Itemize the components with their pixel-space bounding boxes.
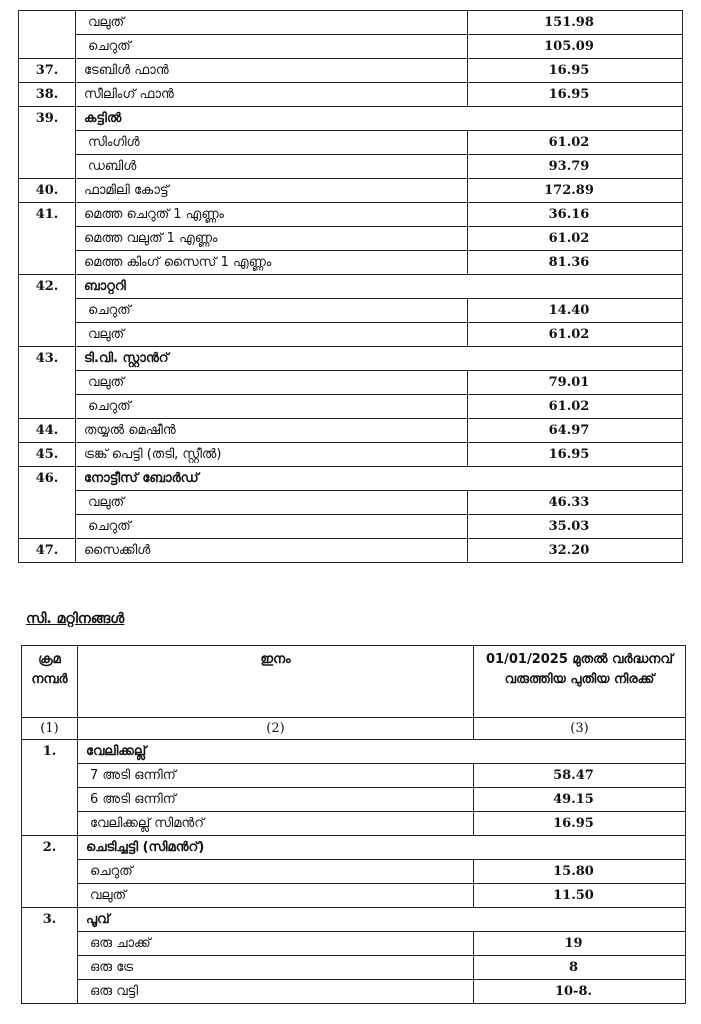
item-name: ഒരു ട്രേ <box>78 956 474 980</box>
rate-value: 64.97 <box>468 419 683 443</box>
rate-value: 58.47 <box>474 764 686 788</box>
serial-number: 44. <box>19 419 76 443</box>
rate-value: 16.95 <box>468 83 683 107</box>
table-row <box>19 347 683 371</box>
table-row <box>19 155 683 179</box>
rate-value: 36.16 <box>468 203 683 227</box>
serial-number: 45. <box>19 443 76 467</box>
item-name: 6 അടി ഒന്നിന് <box>78 788 474 812</box>
table-row <box>19 539 683 563</box>
item-name: ടേബിൾ ഫാൻ <box>76 59 468 83</box>
item-name: മെത്ത കിംഗ് സൈസ് 1 എണ്ണം <box>76 251 468 275</box>
section-title: സി. മറ്റിനങ്ങൾ <box>26 611 125 627</box>
header-item: ഇനം <box>78 646 474 718</box>
item-name: ചെറുത് <box>76 395 468 419</box>
rate-value: 16.95 <box>468 443 683 467</box>
group-heading: ചെടിച്ചട്ടി (സിമൻറ്) <box>78 836 686 860</box>
item-name: സിംഗിൾ <box>76 131 468 155</box>
column-index-row <box>22 718 686 740</box>
serial-number: 41. <box>19 203 76 275</box>
table-row <box>19 515 683 539</box>
rate-value: 49.15 <box>474 788 686 812</box>
item-name: വേലിക്കല്ല് സിമൻറ് <box>78 812 474 836</box>
item-name: മെത്ത വലുത് 1 എണ്ണം <box>76 227 468 251</box>
table-row <box>19 203 683 227</box>
group-heading: കട്ടിൽ <box>76 107 683 131</box>
group-heading: പൂവ് <box>78 908 686 932</box>
item-name: ഫാമിലി കോട്ട് <box>76 179 468 203</box>
table-row <box>19 491 683 515</box>
rate-value: 61.02 <box>468 227 683 251</box>
rate-value: 46.33 <box>468 491 683 515</box>
table-row <box>19 371 683 395</box>
item-name: ഒരു ചാക്ക് <box>78 932 474 956</box>
table-row <box>19 227 683 251</box>
serial-number: 42. <box>19 275 76 347</box>
item-name: ട്രങ്ക് പെട്ടി (തടി, സ്റ്റീൽ) <box>76 443 468 467</box>
item-name: ചെറുത് <box>76 515 468 539</box>
table-row <box>22 884 686 908</box>
rate-value: 105.09 <box>468 35 683 59</box>
serial-number: 38. <box>19 83 76 107</box>
table-row <box>22 788 686 812</box>
table-row <box>22 980 686 1004</box>
table-row <box>22 908 686 932</box>
rate-value: 16.95 <box>474 812 686 836</box>
serial-number: 46. <box>19 467 76 539</box>
rate-value: 10-8. <box>474 980 686 1004</box>
rate-value: 79.01 <box>468 371 683 395</box>
table-row <box>22 860 686 884</box>
table-row <box>22 932 686 956</box>
rate-value: 15.80 <box>474 860 686 884</box>
other-items-table <box>21 645 686 1004</box>
rate-value: 151.98 <box>468 11 683 35</box>
serial-number: 37. <box>19 59 76 83</box>
serial-number: 40. <box>19 179 76 203</box>
item-name: 7 അടി ഒന്നിന് <box>78 764 474 788</box>
rate-value: 93.79 <box>468 155 683 179</box>
rate-value: 61.02 <box>468 323 683 347</box>
rate-value: 81.36 <box>468 251 683 275</box>
rate-value: 16.95 <box>468 59 683 83</box>
table-row <box>19 395 683 419</box>
item-name: വലുത് <box>76 491 468 515</box>
header-row <box>22 646 686 718</box>
serial-number: 43. <box>19 347 76 419</box>
item-name: ഒരു വട്ടി <box>78 980 474 1004</box>
rate-value: 61.02 <box>468 131 683 155</box>
rate-value: 14.40 <box>468 299 683 323</box>
rate-value: 61.02 <box>468 395 683 419</box>
table-row <box>22 956 686 980</box>
group-heading: ടി.വി. സ്റ്റാൻറ് <box>76 347 683 371</box>
group-heading: നോട്ടീസ് ബോർഡ് <box>76 467 683 491</box>
serial-number: 1. <box>22 740 78 836</box>
item-name: ഡബിൾ <box>76 155 468 179</box>
item-name: വലുത് <box>76 371 468 395</box>
item-name: വലുത് <box>76 11 468 35</box>
item-name: തയ്യൽ മെഷീൻ <box>76 419 468 443</box>
table-row <box>19 419 683 443</box>
table-row <box>22 740 686 764</box>
table-row <box>19 299 683 323</box>
rate-value: 11.50 <box>474 884 686 908</box>
rate-value: 172.89 <box>468 179 683 203</box>
table-row <box>19 131 683 155</box>
rate-value: 35.03 <box>468 515 683 539</box>
item-name: ചെറുത് <box>76 35 468 59</box>
table-row <box>19 179 683 203</box>
serial-number: 47. <box>19 539 76 563</box>
serial-number: 2. <box>22 836 78 908</box>
table-row <box>19 11 683 35</box>
table-row <box>19 275 683 299</box>
item-name: ചെറുത് <box>78 860 474 884</box>
table-row <box>19 83 683 107</box>
table-row <box>22 836 686 860</box>
table-row <box>22 812 686 836</box>
column-index: (2) <box>78 718 474 740</box>
rate-value: 19 <box>474 932 686 956</box>
column-index: (3) <box>474 718 686 740</box>
rates-table-top <box>18 10 683 563</box>
item-name: മെത്ത ചെറുത് 1 എണ്ണം <box>76 203 468 227</box>
group-heading: വേലിക്കല്ല് <box>78 740 686 764</box>
item-name: ചെറുത് <box>76 299 468 323</box>
table-row <box>19 467 683 491</box>
rate-value: 32.20 <box>468 539 683 563</box>
header-new-rate: 01/01/2025 മുതൽ വർദ്ധനവ് വരുത്തിയ പുതിയ നിരക്ക് <box>474 646 686 718</box>
serial-number <box>19 11 76 59</box>
table-row <box>19 443 683 467</box>
table-row <box>19 35 683 59</box>
item-name: വലുത് <box>78 884 474 908</box>
table-row <box>22 764 686 788</box>
table-row <box>19 107 683 131</box>
table-row <box>19 59 683 83</box>
serial-number: 3. <box>22 908 78 1004</box>
header-serial-number: ക്രമ നമ്പർ <box>22 646 78 718</box>
table-row <box>19 251 683 275</box>
rate-value: 8 <box>474 956 686 980</box>
serial-number: 39. <box>19 107 76 179</box>
column-index: (1) <box>22 718 78 740</box>
item-name: വലുത് <box>76 323 468 347</box>
item-name: സീലിംഗ് ഫാൻ <box>76 83 468 107</box>
item-name: സൈക്കിൾ <box>76 539 468 563</box>
table-row <box>19 323 683 347</box>
group-heading: ബാറ്ററി <box>76 275 683 299</box>
